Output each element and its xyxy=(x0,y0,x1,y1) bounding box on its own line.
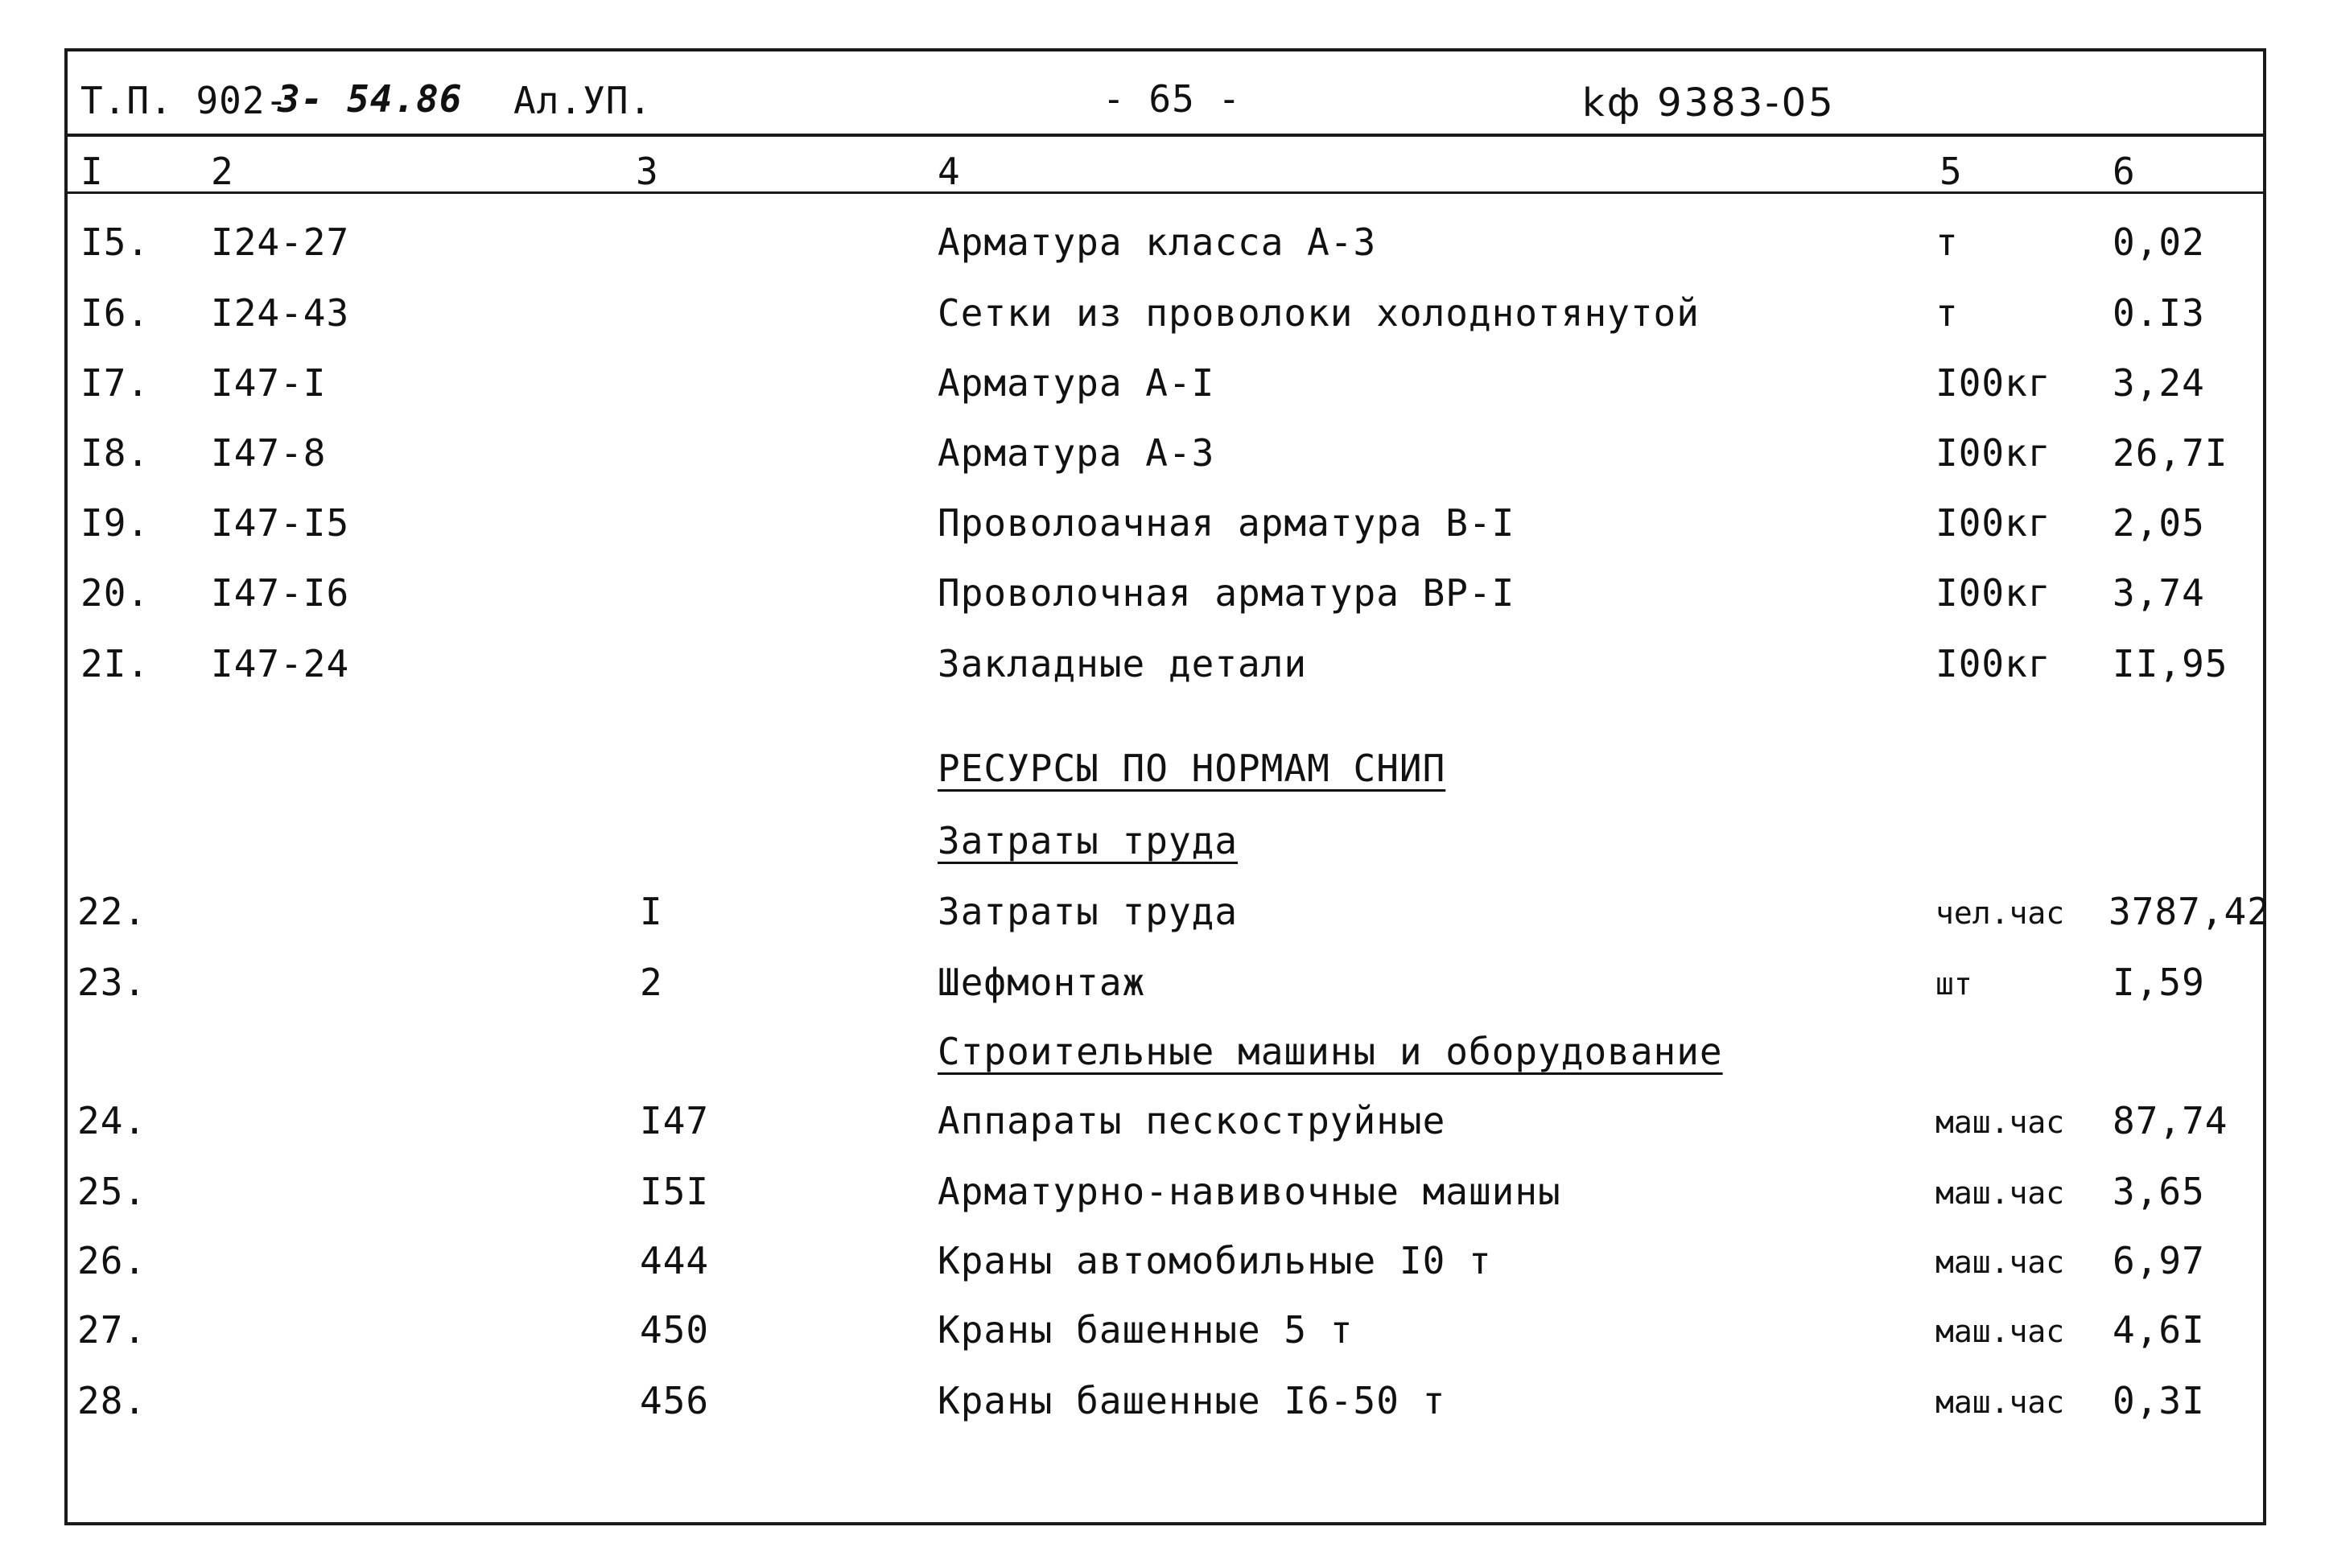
column-number: 2 xyxy=(211,150,234,193)
row-code: I47-I6 xyxy=(211,571,350,615)
row-unit: I00кг xyxy=(1935,571,2051,615)
row-number: 22. xyxy=(77,890,147,933)
row-value: 6,97 xyxy=(2113,1239,2205,1282)
header-divider xyxy=(64,134,2266,137)
row-value: 3,24 xyxy=(2113,361,2205,405)
row-value: I,59 xyxy=(2113,961,2205,1004)
row-unit: чел.час xyxy=(1935,895,2065,931)
column-number: 6 xyxy=(2113,150,2136,193)
doc-code: 3- 54.86 xyxy=(278,77,463,121)
row-name: Затраты труда xyxy=(938,890,1239,933)
row-number: I8. xyxy=(80,431,150,475)
column-number: I xyxy=(80,150,104,193)
row-code: I47-I xyxy=(211,361,327,405)
row-value: 87,74 xyxy=(2113,1099,2228,1142)
column-number-divider xyxy=(68,191,2266,194)
row-number: I7. xyxy=(80,361,150,405)
row-ref: 456 xyxy=(640,1379,710,1422)
row-number: 28. xyxy=(77,1379,147,1422)
row-number: 20. xyxy=(80,571,150,615)
row-name: Арматура класса А-3 xyxy=(938,220,1377,264)
column-number: 4 xyxy=(938,150,961,193)
row-ref: 2 xyxy=(640,961,663,1004)
row-unit: I00кг xyxy=(1935,501,2051,545)
archive-stamp: kф 9383-05 xyxy=(1582,80,1836,126)
column-number: 5 xyxy=(1939,150,1963,193)
row-ref: 450 xyxy=(640,1308,710,1352)
row-name: Краны автомобильные I0 т xyxy=(938,1239,1492,1282)
row-number: 26. xyxy=(77,1239,147,1282)
section-heading: РЕСУРСЫ ПО НОРМАМ СНИП xyxy=(938,747,1446,790)
row-name: Проволоачная арматура В-I xyxy=(938,501,1515,545)
row-value: 3787,42 xyxy=(2108,890,2270,933)
row-value: 0,02 xyxy=(2113,220,2205,264)
row-number: I9. xyxy=(80,501,150,545)
row-value: 4,6I xyxy=(2113,1308,2205,1352)
row-unit: маш.час xyxy=(1935,1314,2065,1349)
row-value: II,95 xyxy=(2113,642,2228,685)
row-ref: I5I xyxy=(640,1170,710,1213)
doc-prefix: Т.П. 902- xyxy=(80,79,289,122)
row-number: 24. xyxy=(77,1099,147,1142)
row-code: I47-8 xyxy=(211,431,327,475)
row-value: 3,65 xyxy=(2113,1170,2205,1213)
row-value: 26,7I xyxy=(2113,431,2228,475)
row-unit: маш.час xyxy=(1935,1105,2065,1140)
row-unit: т xyxy=(1935,220,1959,264)
row-code: I24-43 xyxy=(211,291,350,335)
row-name: Шефмонтаж xyxy=(938,961,1146,1004)
row-value: 2,05 xyxy=(2113,501,2205,545)
row-number: I6. xyxy=(80,291,150,335)
row-code: I47-24 xyxy=(211,642,350,685)
row-name: Сетки из проволоки холоднотянутой xyxy=(938,291,1700,335)
row-name: Проволочная арматура ВР-I xyxy=(938,571,1515,615)
row-unit: т xyxy=(1935,291,1959,335)
page-number: - 65 - xyxy=(1103,77,1242,121)
row-code: I24-27 xyxy=(211,220,350,264)
row-number: 25. xyxy=(77,1170,147,1213)
row-name: Арматура А-I xyxy=(938,361,1215,405)
album-label: Ал.УП. xyxy=(513,79,653,122)
row-value: 3,74 xyxy=(2113,571,2205,615)
row-number: 23. xyxy=(77,961,147,1004)
subheading-labor: Затраты труда xyxy=(938,819,1239,862)
row-unit: I00кг xyxy=(1935,642,2051,685)
row-value: 0.I3 xyxy=(2113,291,2205,335)
row-unit: I00кг xyxy=(1935,361,2051,405)
row-number: I5. xyxy=(80,220,150,264)
row-unit: I00кг xyxy=(1935,431,2051,475)
row-ref: I47 xyxy=(640,1099,710,1142)
row-name: Закладные детали xyxy=(938,642,1308,685)
row-unit: шт xyxy=(1935,966,1972,1002)
row-number: 2I. xyxy=(80,642,150,685)
row-name: Краны башенные I6-50 т xyxy=(938,1379,1446,1422)
row-name: Арматура А-3 xyxy=(938,431,1215,475)
row-ref: 444 xyxy=(640,1239,710,1282)
row-number: 27. xyxy=(77,1308,147,1352)
row-name: Аппараты пескоструйные xyxy=(938,1099,1446,1142)
row-name: Арматурно-навивочные машины xyxy=(938,1170,1561,1213)
row-value: 0,3I xyxy=(2113,1379,2205,1422)
column-number: 3 xyxy=(636,150,659,193)
row-code: I47-I5 xyxy=(211,501,350,545)
row-unit: маш.час xyxy=(1935,1385,2065,1420)
row-ref: I xyxy=(640,890,663,933)
row-unit: маш.час xyxy=(1935,1175,2065,1211)
row-unit: маш.час xyxy=(1935,1245,2065,1280)
subheading-machines: Строительные машины и оборудование xyxy=(938,1030,1723,1073)
row-name: Краны башенные 5 т xyxy=(938,1308,1354,1352)
